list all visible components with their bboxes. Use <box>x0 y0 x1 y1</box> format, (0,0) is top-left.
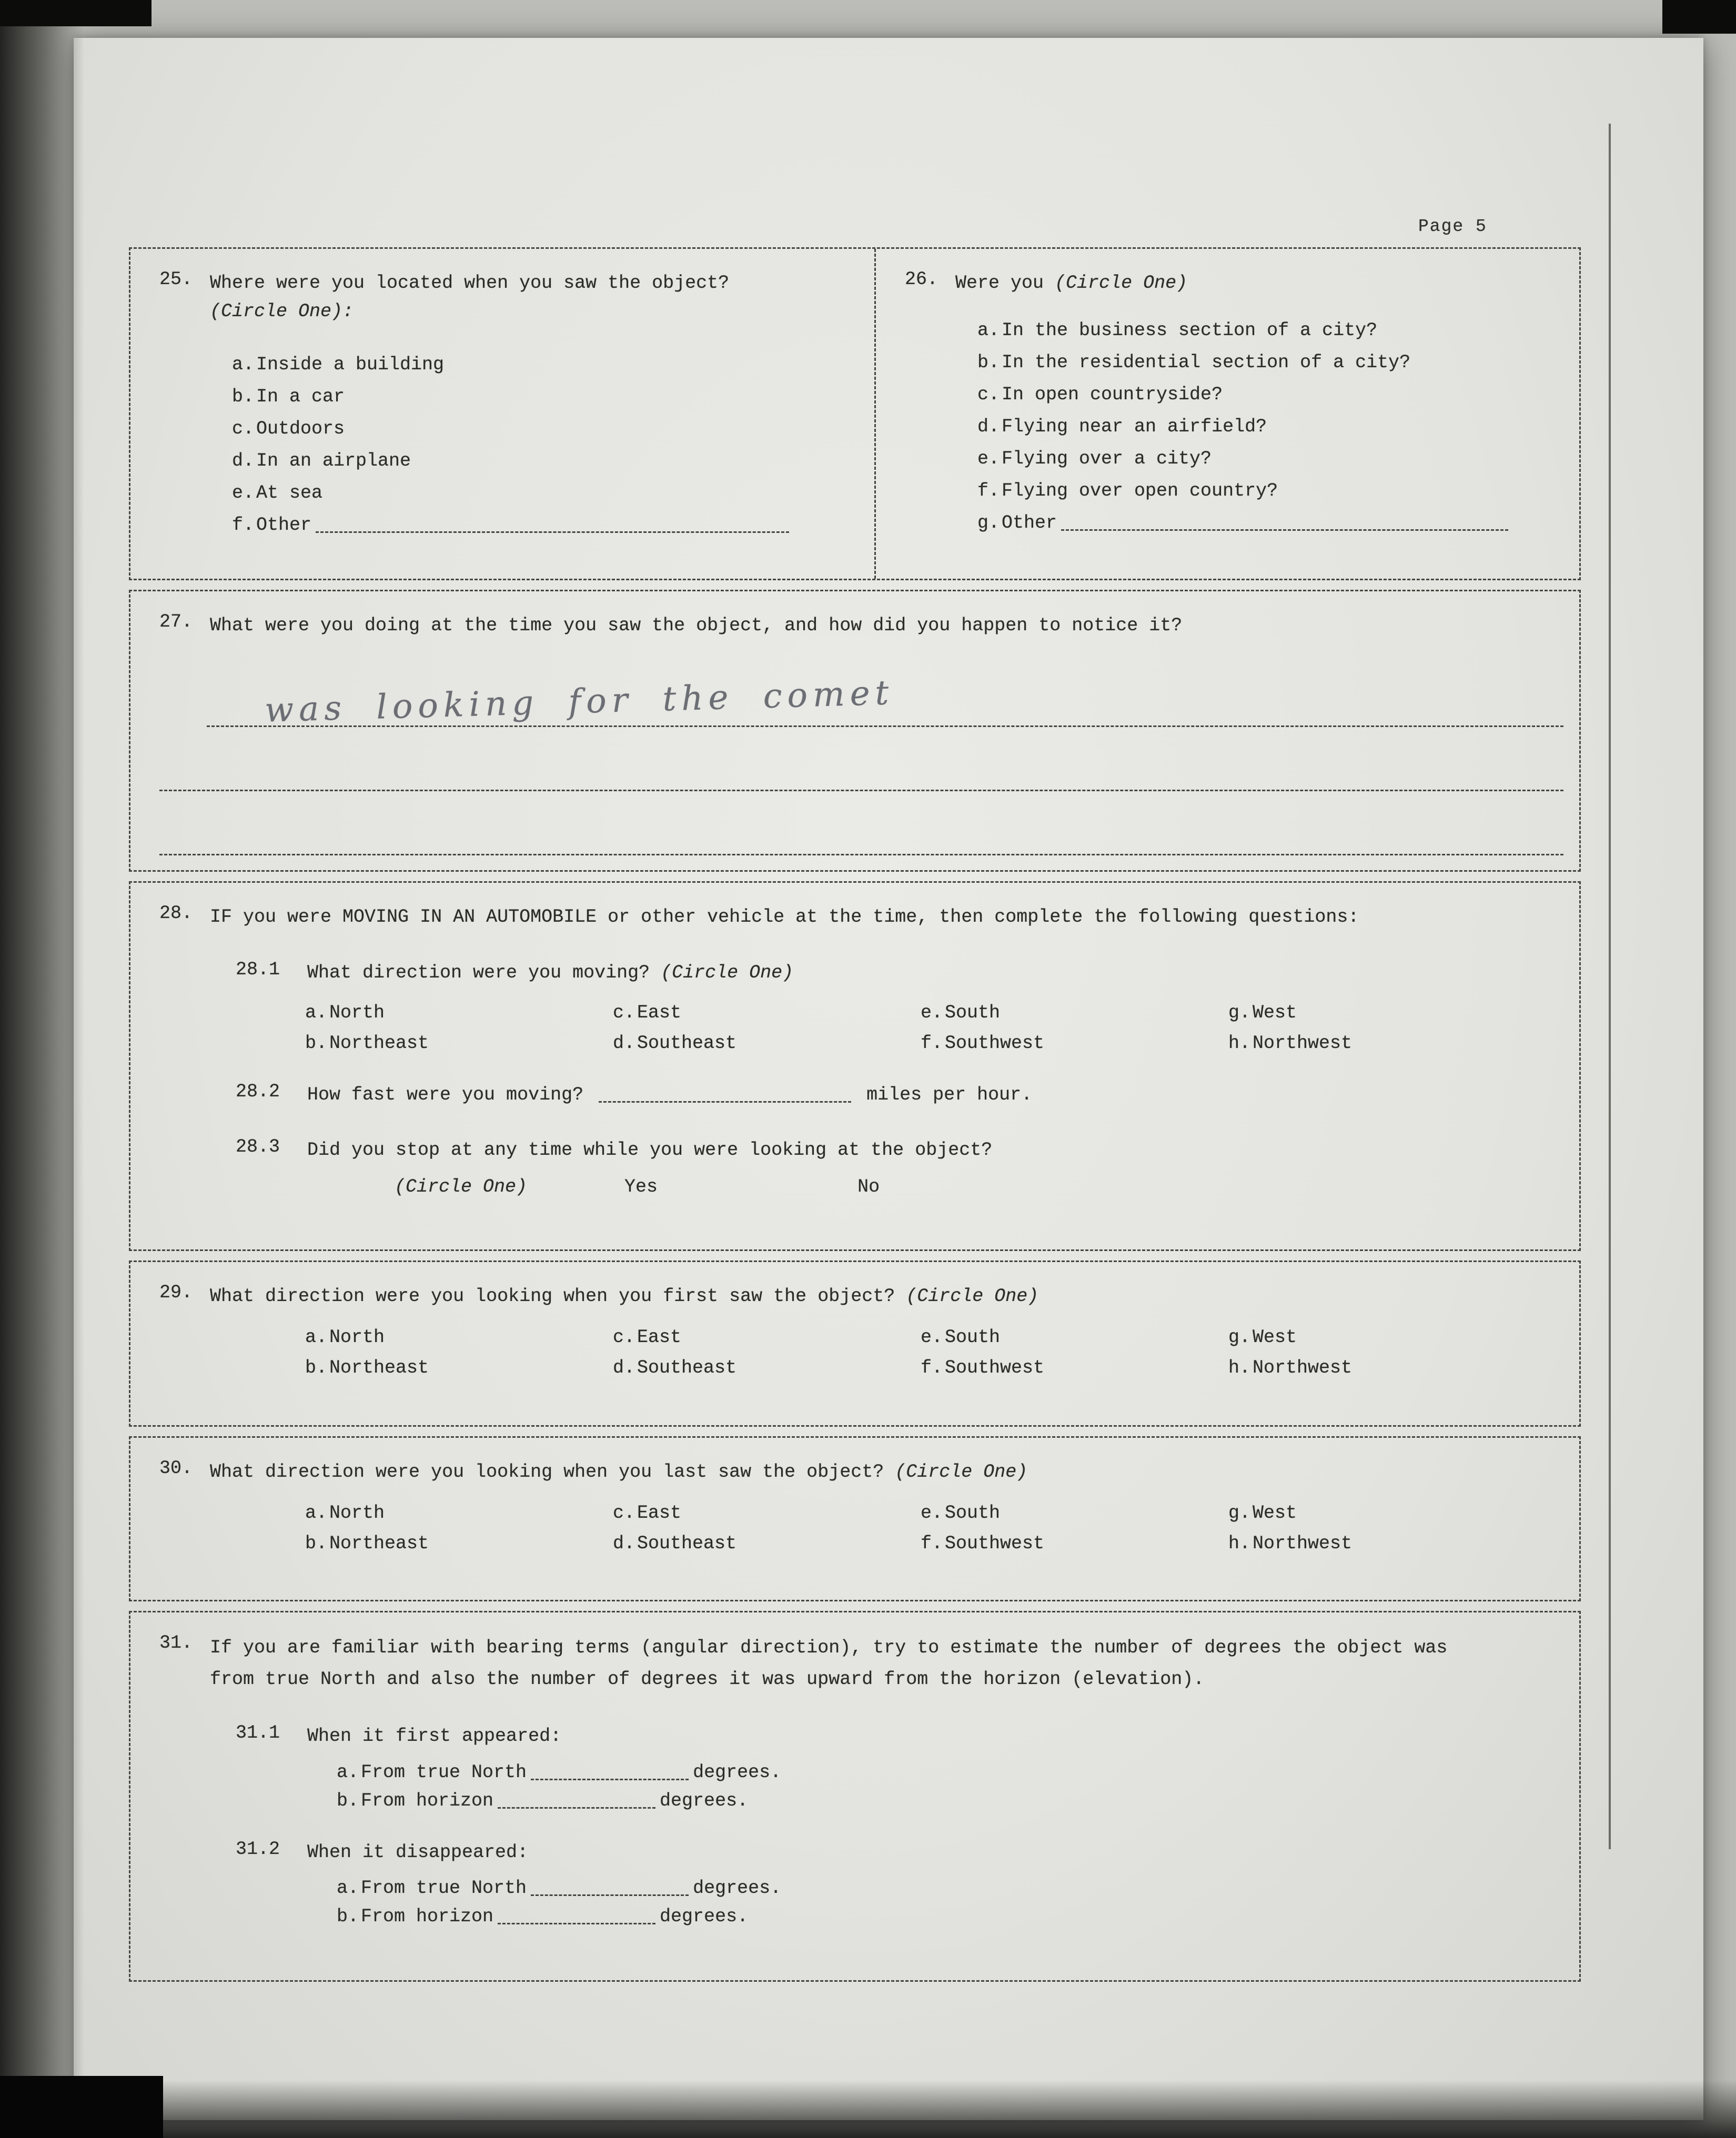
question-31-2 <box>236 1839 1563 1867</box>
option-letter: c. <box>977 384 1000 406</box>
degrees-suffix: degrees. <box>660 1790 749 1811</box>
question-number: 26. <box>905 269 938 290</box>
degrees-suffix: degrees. <box>660 1906 749 1928</box>
option-letter: h. <box>1228 1532 1251 1554</box>
option-label: West <box>1253 1326 1297 1348</box>
question-text <box>210 903 1359 931</box>
question-text <box>210 611 1182 640</box>
option-letter: a. <box>337 1761 359 1783</box>
no-choice: No <box>857 1176 880 1197</box>
option-letter: g. <box>1228 1002 1251 1023</box>
scan-edge-bottom <box>0 2080 1736 2138</box>
direction-option <box>613 1502 921 1524</box>
question-28-2-text: How fast were you moving? <box>307 1084 584 1105</box>
question-text <box>955 269 1187 297</box>
option-label: In the business section of a city? <box>1002 320 1378 341</box>
question-25-text: Where were you located when you saw the object? <box>210 273 730 294</box>
option-label: Northeast <box>329 1033 429 1054</box>
option-label: Southwest <box>945 1532 1045 1554</box>
option-label: East <box>637 1326 682 1348</box>
option-letter: g. <box>977 512 1000 534</box>
questionnaire-form <box>129 247 1581 1991</box>
blank-answer-line <box>531 1878 689 1896</box>
direction-option <box>613 1533 921 1554</box>
sub-question-number: 28.2 <box>236 1081 280 1102</box>
direction-option <box>613 1357 921 1378</box>
question-26-head <box>905 269 1563 297</box>
direction-option <box>613 1002 921 1023</box>
option-letter: e. <box>921 1326 943 1348</box>
question-31-1 <box>236 1722 1563 1750</box>
option-letter: d. <box>613 1033 635 1054</box>
option-row <box>977 319 1563 341</box>
option-row <box>977 512 1563 534</box>
question-28-3 <box>236 1136 1563 1164</box>
option-label: Southwest <box>945 1033 1045 1054</box>
question-number: 28. <box>159 903 193 924</box>
question-28-1 <box>236 959 1563 987</box>
direction-option <box>305 1327 613 1348</box>
question-31-text-line1: If you are familiar with bearing terms (angular direction), try to estimate the number of degrees the object was <box>210 1637 1448 1659</box>
option-label: Other <box>256 514 312 536</box>
question-28-2 <box>236 1081 1563 1109</box>
option-label: West <box>1253 1502 1297 1524</box>
sub-question-text <box>307 1136 992 1164</box>
option-letter: d. <box>613 1532 635 1554</box>
blank-answer-line <box>316 515 789 533</box>
option-letter: f. <box>921 1357 943 1378</box>
direction-option <box>305 1033 613 1054</box>
option-label: Flying over a city? <box>1002 448 1212 470</box>
direction-option <box>305 1357 613 1378</box>
option-label: Southeast <box>637 1357 737 1378</box>
option-label: From true North <box>361 1878 527 1899</box>
option-label: Inside a building <box>256 354 445 375</box>
option-label: Southeast <box>637 1033 737 1054</box>
option-letter: a. <box>305 1002 328 1023</box>
answer-line-2 <box>159 727 1563 791</box>
direction-option <box>921 1002 1228 1023</box>
option-row <box>232 482 859 504</box>
option-row <box>232 450 859 472</box>
direction-option <box>305 1002 613 1023</box>
option-label: East <box>637 1002 682 1023</box>
question-text <box>210 1632 1447 1695</box>
scan-streak-line <box>1609 124 1611 1849</box>
direction-option <box>921 1502 1228 1524</box>
direction-option <box>1228 1033 1536 1054</box>
question-29 <box>129 1260 1581 1427</box>
option-letter: c. <box>232 418 255 439</box>
option-letter: e. <box>977 448 1000 470</box>
option-row <box>977 416 1563 438</box>
question-28-3-text: Did you stop at any time while you were looking at the object? <box>307 1139 993 1161</box>
option-label: Flying over open country? <box>1002 480 1278 502</box>
option-letter: b. <box>305 1357 328 1378</box>
option-label: At sea <box>256 482 323 503</box>
option-letter: f. <box>977 480 1000 502</box>
option-label: From horizon <box>361 1790 494 1811</box>
degrees-suffix: degrees. <box>693 1761 782 1783</box>
answer-line-1 <box>207 649 1563 730</box>
question-31-text-line2: from true North and also the number of degrees it was upward from the horizon (elevation). <box>210 1668 1205 1690</box>
option-label: North <box>329 1326 385 1348</box>
direction-option <box>921 1357 1228 1378</box>
direction-option <box>1228 1533 1536 1554</box>
scan-artifact-bottom-left <box>0 2076 163 2138</box>
question-30-text: What direction were you looking when you last saw the object? <box>210 1461 884 1483</box>
option-letter: f. <box>232 514 255 536</box>
option-label: In a car <box>256 386 345 407</box>
sub-question-number: 31.1 <box>236 1722 280 1744</box>
option-letter: f. <box>921 1033 943 1054</box>
scan-artifact-top-right <box>1662 0 1736 34</box>
option-label: South <box>945 1502 1001 1524</box>
option-label: Outdoors <box>256 418 345 439</box>
question-28-2-suffix: miles per hour. <box>866 1084 1033 1105</box>
option-label: South <box>945 1326 1001 1348</box>
option-label: Other <box>1002 512 1057 534</box>
option-label: East <box>637 1502 682 1524</box>
option-label: Southeast <box>637 1532 737 1554</box>
option-letter: b. <box>337 1790 359 1811</box>
option-letter: b. <box>337 1906 359 1928</box>
question-28-1-text: What direction were you moving? <box>307 962 650 983</box>
option-letter: e. <box>921 1002 943 1023</box>
answer-line-3 <box>159 791 1563 855</box>
sub-question-text <box>307 1081 1032 1109</box>
scan-edge-left <box>0 0 84 2138</box>
circle-one-note: (Circle One) <box>395 1176 528 1197</box>
question-26 <box>876 249 1579 579</box>
option-letter: a. <box>305 1326 328 1348</box>
option-letter: f. <box>921 1532 943 1554</box>
option-row <box>232 354 859 376</box>
direction-options-29 <box>305 1327 1563 1378</box>
page-number-label: Page 5 <box>1418 217 1487 236</box>
question-26-text: Were you <box>955 273 1044 294</box>
yes-choice: Yes <box>624 1176 658 1197</box>
question-number: 25. <box>159 269 193 290</box>
option-label: From true North <box>361 1761 527 1783</box>
option-letter: d. <box>232 450 255 471</box>
option-row <box>977 384 1563 406</box>
option-label: In an airplane <box>256 450 411 471</box>
direction-option <box>613 1327 921 1348</box>
option-letter: a. <box>977 320 1000 341</box>
circle-one-note: (Circle One) <box>895 1461 1028 1483</box>
blank-answer-line <box>531 1762 689 1780</box>
question-27 <box>129 590 1581 872</box>
question-text <box>210 1282 1038 1310</box>
option-row <box>232 386 859 408</box>
direction-option <box>921 1533 1228 1554</box>
option-letter: g. <box>1228 1326 1251 1348</box>
option-letter: b. <box>232 386 255 407</box>
sub-question-text <box>307 1722 561 1750</box>
option-letter: a. <box>337 1878 359 1899</box>
question-text <box>210 1458 1027 1486</box>
option-letter: a. <box>232 354 255 375</box>
option-letter: h. <box>1228 1357 1251 1378</box>
option-label: From horizon <box>361 1906 494 1928</box>
question-26-options <box>977 319 1563 534</box>
question-25-options <box>232 354 859 536</box>
circle-one-note: (Circle One) <box>661 962 794 983</box>
option-row <box>977 448 1563 470</box>
degrees-row-first-a <box>337 1762 1563 1783</box>
question-25 <box>130 249 876 579</box>
sub-question-text <box>307 1839 528 1867</box>
circle-one-note: (Circle One) <box>906 1286 1039 1307</box>
sub-question-number: 28.3 <box>236 1136 280 1157</box>
direction-option <box>1228 1002 1536 1023</box>
question-box-25-26 <box>129 247 1581 580</box>
sub-question-number: 28.1 <box>236 959 280 980</box>
question-31-2-text: When it disappeared: <box>307 1841 529 1863</box>
question-number: 30. <box>159 1458 193 1479</box>
direction-option <box>921 1033 1228 1054</box>
option-letter: h. <box>1228 1033 1251 1054</box>
option-letter: g. <box>1228 1502 1251 1524</box>
direction-option <box>613 1033 921 1054</box>
option-label: South <box>945 1002 1001 1023</box>
option-letter: b. <box>977 352 1000 374</box>
question-28 <box>129 881 1581 1251</box>
question-28-head <box>159 903 1563 931</box>
degrees-row-disappeared-a <box>337 1878 1563 1899</box>
direction-option <box>921 1327 1228 1348</box>
option-letter: c. <box>613 1002 635 1023</box>
question-31-head <box>159 1632 1563 1695</box>
question-27-head <box>159 611 1563 640</box>
question-28-text: IF you were MOVING IN AN AUTOMOBILE or other vehicle at the time, then complete the following questions: <box>210 906 1359 928</box>
question-number: 27. <box>159 611 193 632</box>
handwritten-answer: was looking for the comet <box>264 673 895 730</box>
question-30-head <box>159 1458 1563 1486</box>
option-label: North <box>329 1002 385 1023</box>
sub-question-number: 31.2 <box>236 1838 280 1860</box>
direction-option <box>1228 1327 1536 1348</box>
option-row <box>977 480 1563 502</box>
question-29-head <box>159 1282 1563 1310</box>
question-31-1-text: When it first appeared: <box>307 1726 562 1747</box>
option-letter: d. <box>613 1357 635 1378</box>
option-letter: b. <box>305 1033 328 1054</box>
direction-option <box>1228 1502 1536 1524</box>
blank-answer-line <box>498 1907 655 1924</box>
question-number: 29. <box>159 1282 193 1304</box>
option-label: Southwest <box>945 1357 1045 1378</box>
option-label: Northeast <box>329 1357 429 1378</box>
question-31 <box>129 1611 1581 1982</box>
option-letter: a. <box>305 1502 328 1524</box>
degrees-suffix: degrees. <box>693 1878 782 1899</box>
option-row <box>977 351 1563 374</box>
blank-answer-line <box>498 1791 655 1809</box>
circle-one-note: (Circle One) <box>1055 273 1188 294</box>
option-label: North <box>329 1502 385 1524</box>
sub-question-text <box>307 959 793 987</box>
blank-answer-line <box>599 1085 851 1103</box>
direction-options-30 <box>305 1502 1563 1554</box>
option-label: Northeast <box>329 1532 429 1554</box>
option-label: Northwest <box>1253 1532 1353 1554</box>
blank-answer-line <box>1061 513 1508 531</box>
option-label: Flying near an airfield? <box>1002 416 1267 438</box>
direction-option <box>1228 1357 1536 1378</box>
question-30 <box>129 1436 1581 1601</box>
option-letter: b. <box>305 1532 328 1554</box>
option-row <box>232 418 859 440</box>
direction-option <box>305 1533 613 1554</box>
option-letter: c. <box>613 1502 635 1524</box>
question-27-text: What were you doing at the time you saw the object, and how did you happen to notice it? <box>210 615 1183 636</box>
direction-option <box>305 1502 613 1524</box>
option-label: Northwest <box>1253 1357 1353 1378</box>
circle-one-note: (Circle One): <box>210 301 354 322</box>
option-label: West <box>1253 1002 1297 1023</box>
option-letter: d. <box>977 416 1000 438</box>
scan-artifact-top-left <box>0 0 152 26</box>
question-29-text: What direction were you looking when you first saw the object? <box>210 1286 895 1307</box>
option-letter: e. <box>232 482 255 503</box>
question-25-head <box>159 269 859 326</box>
option-label: In open countryside? <box>1002 384 1223 406</box>
direction-options-28-1 <box>305 1002 1563 1054</box>
degrees-row-first-b <box>337 1790 1563 1811</box>
option-row <box>232 514 859 536</box>
option-letter: e. <box>921 1502 943 1524</box>
questionnaire-page <box>74 38 1703 2120</box>
option-label: In the residential section of a city? <box>1002 352 1411 374</box>
question-28-3-choices <box>395 1176 1563 1197</box>
degrees-row-disappeared-b <box>337 1906 1563 1927</box>
question-text <box>210 269 729 326</box>
question-number: 31. <box>159 1632 193 1654</box>
option-label: Northwest <box>1253 1033 1353 1054</box>
option-letter: c. <box>613 1326 635 1348</box>
